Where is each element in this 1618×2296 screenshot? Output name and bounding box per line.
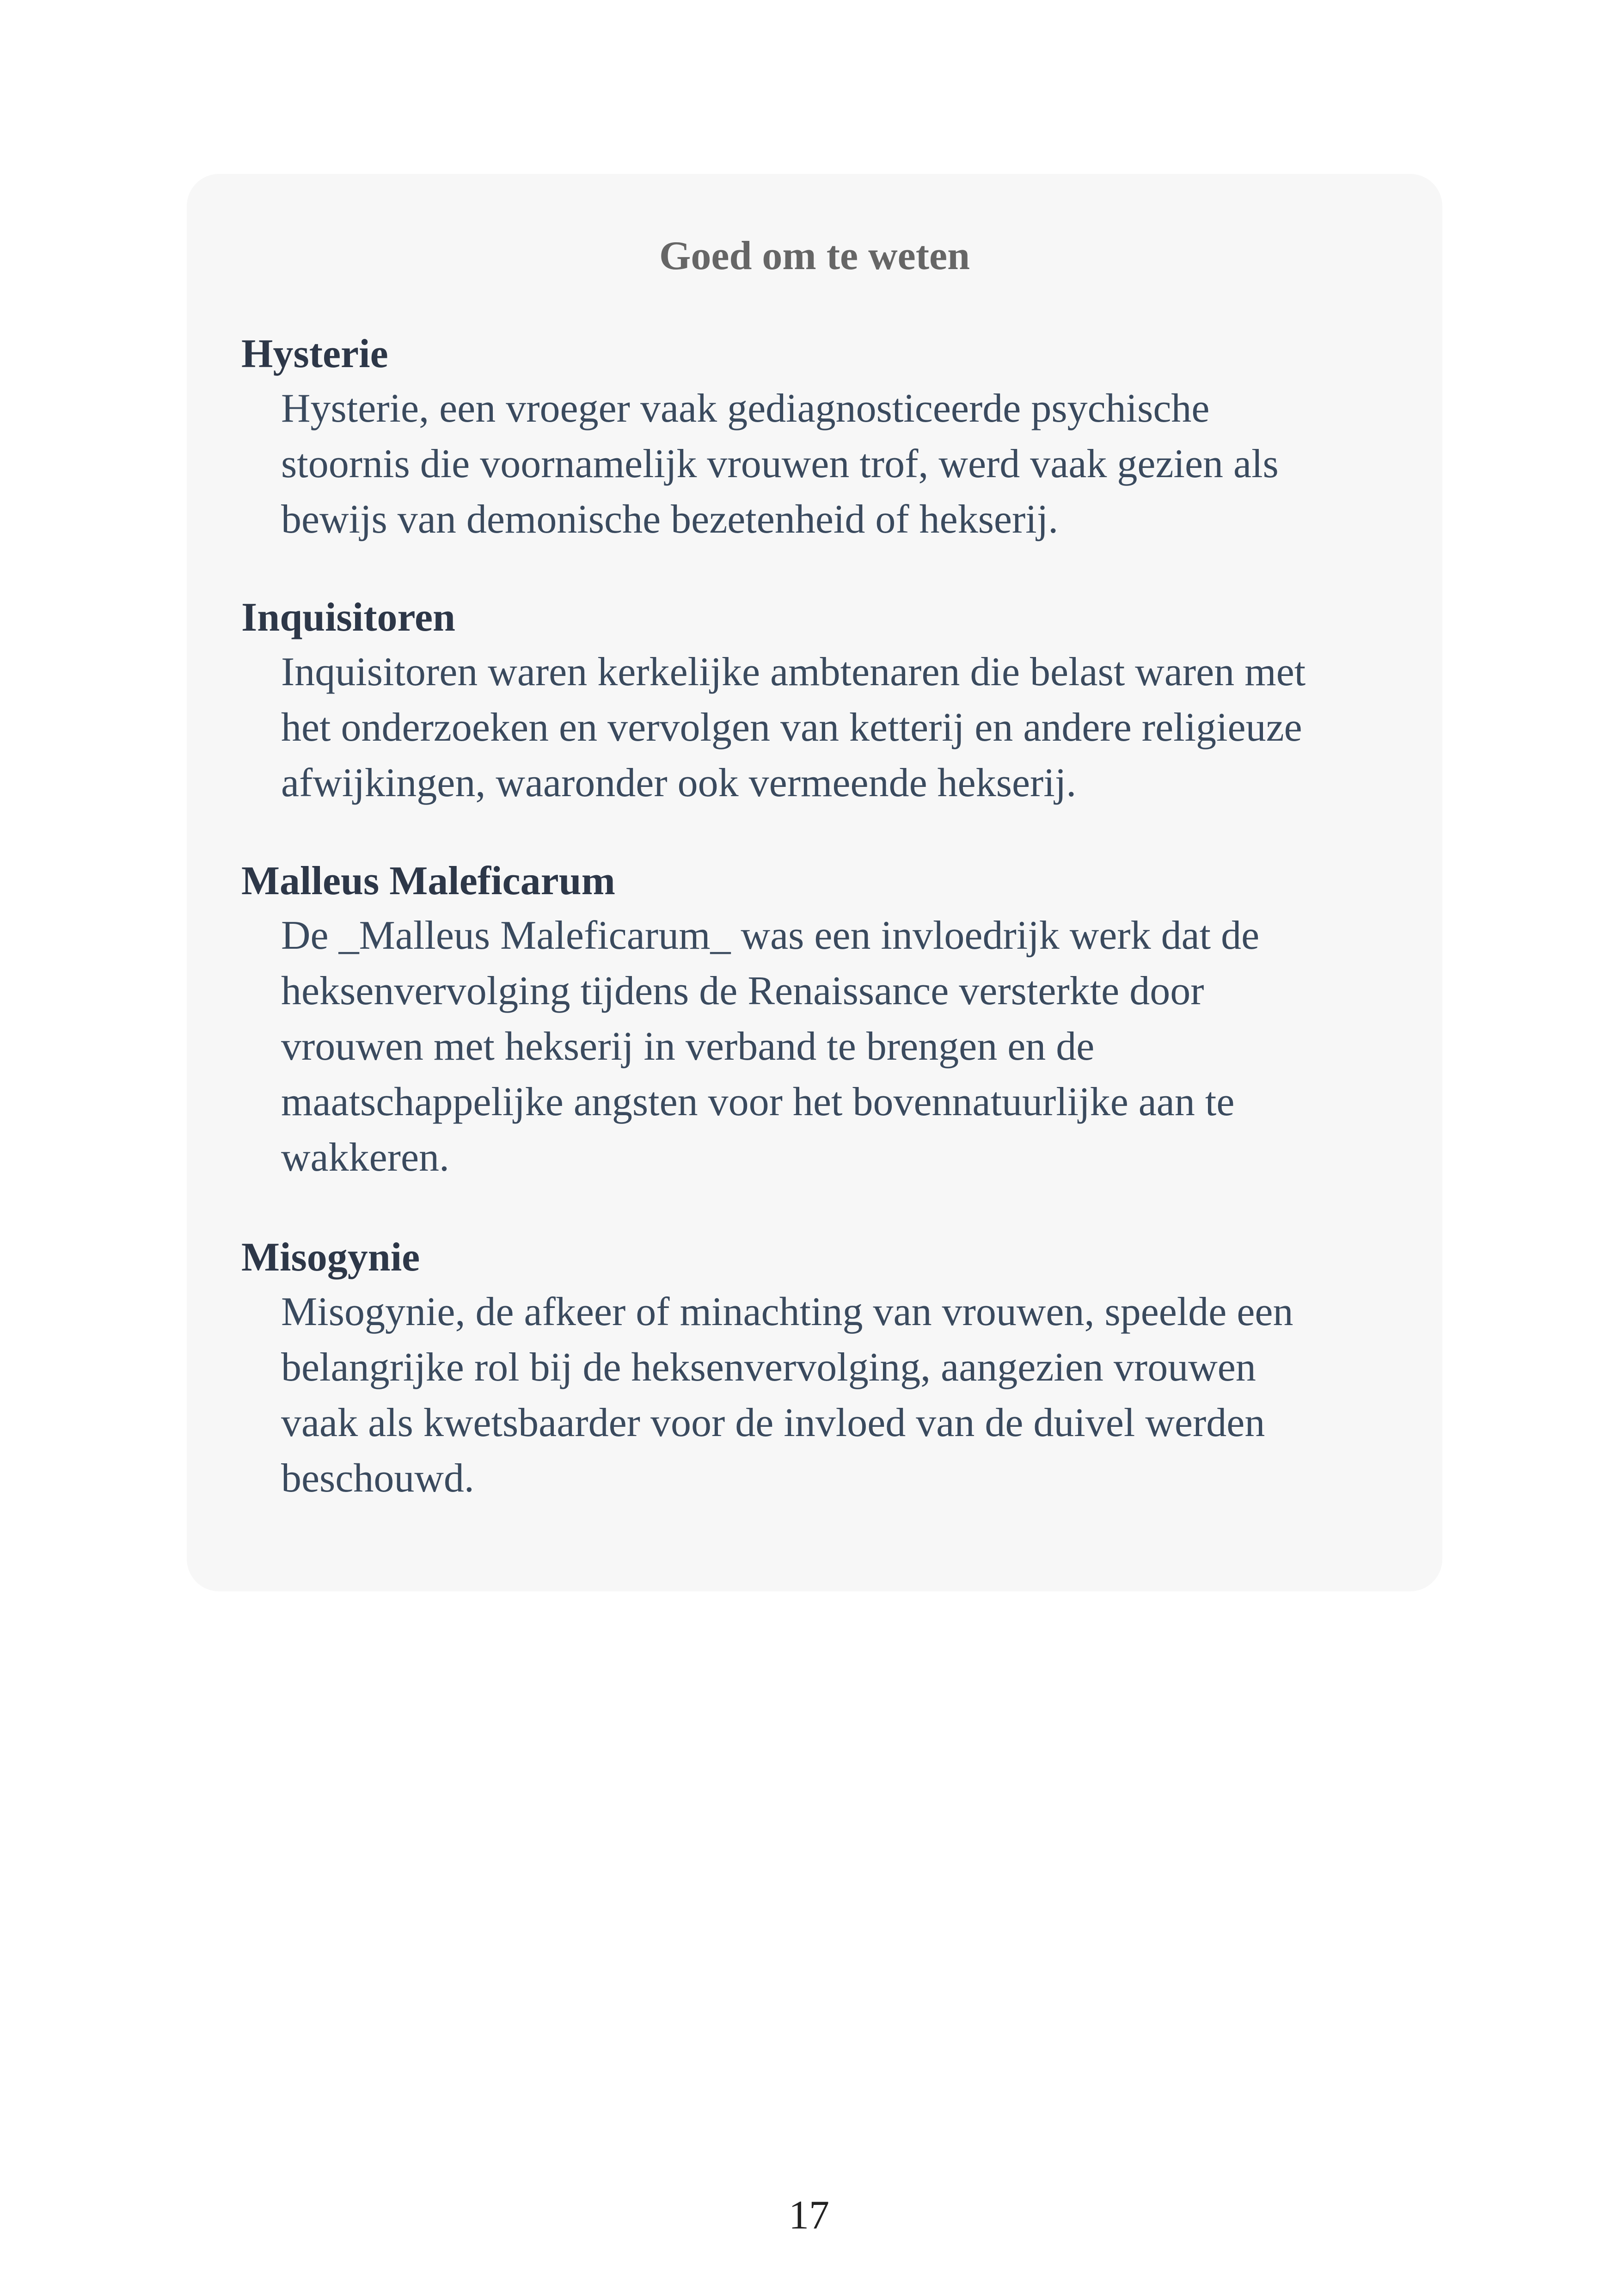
definition-line: Inquisitoren waren kerkelijke ambtenaren die belast waren met xyxy=(281,650,1306,694)
page-number: 17 xyxy=(789,2193,829,2238)
entry-term-hysterie: Hysterie xyxy=(241,332,388,376)
definition-line: bewijs van demonische bezetenheid of hekserij. xyxy=(281,497,1059,542)
entry-definition-inquisitoren xyxy=(281,645,1409,811)
info-box xyxy=(187,174,1442,1591)
definition-line: belangrijke rol bij de heksenvervolging, aangezien vrouwen xyxy=(281,1345,1256,1390)
definition-line: heksenvervolging tijdens de Renaissance versterkte door xyxy=(281,969,1204,1013)
definition-line: stoornis die voornamelijk vrouwen trof, werd vaak gezien als xyxy=(281,442,1279,486)
entry-term-malleus-maleficarum: Malleus Maleficarum xyxy=(241,859,615,903)
entry-term-inquisitoren: Inquisitoren xyxy=(241,595,455,640)
entry-definition-malleus-maleficarum xyxy=(281,908,1409,1185)
entry-term-misogynie: Misogynie xyxy=(241,1235,420,1280)
box-title: Goed om te weten xyxy=(659,233,970,278)
definition-line: afwijkingen, waaronder ook vermeende hekserij. xyxy=(281,761,1077,805)
definition-line: maatschappelijke angsten voor het bovennatuurlijke aan te xyxy=(281,1080,1235,1124)
entry-definition-misogynie xyxy=(281,1284,1409,1506)
entry-definition-hysterie xyxy=(281,381,1409,547)
definition-line: beschouwd. xyxy=(281,1456,474,1501)
definition-line: vrouwen met hekserij in verband te brengen en de xyxy=(281,1024,1095,1069)
definition-line: wakkeren. xyxy=(281,1135,450,1180)
definition-line: Hysterie, een vroeger vaak gediagnosticeerde psychische xyxy=(281,386,1210,431)
definition-line: het onderzoeken en vervolgen van ketterij en andere religieuze xyxy=(281,705,1302,750)
definition-line: vaak als kwetsbaarder voor de invloed van de duivel werden xyxy=(281,1400,1265,1445)
definition-line: Misogynie, de afkeer of minachting van vrouwen, speelde een xyxy=(281,1289,1293,1334)
definition-line: De _Malleus Maleficarum_ was een invloedrijk werk dat de xyxy=(281,913,1260,958)
